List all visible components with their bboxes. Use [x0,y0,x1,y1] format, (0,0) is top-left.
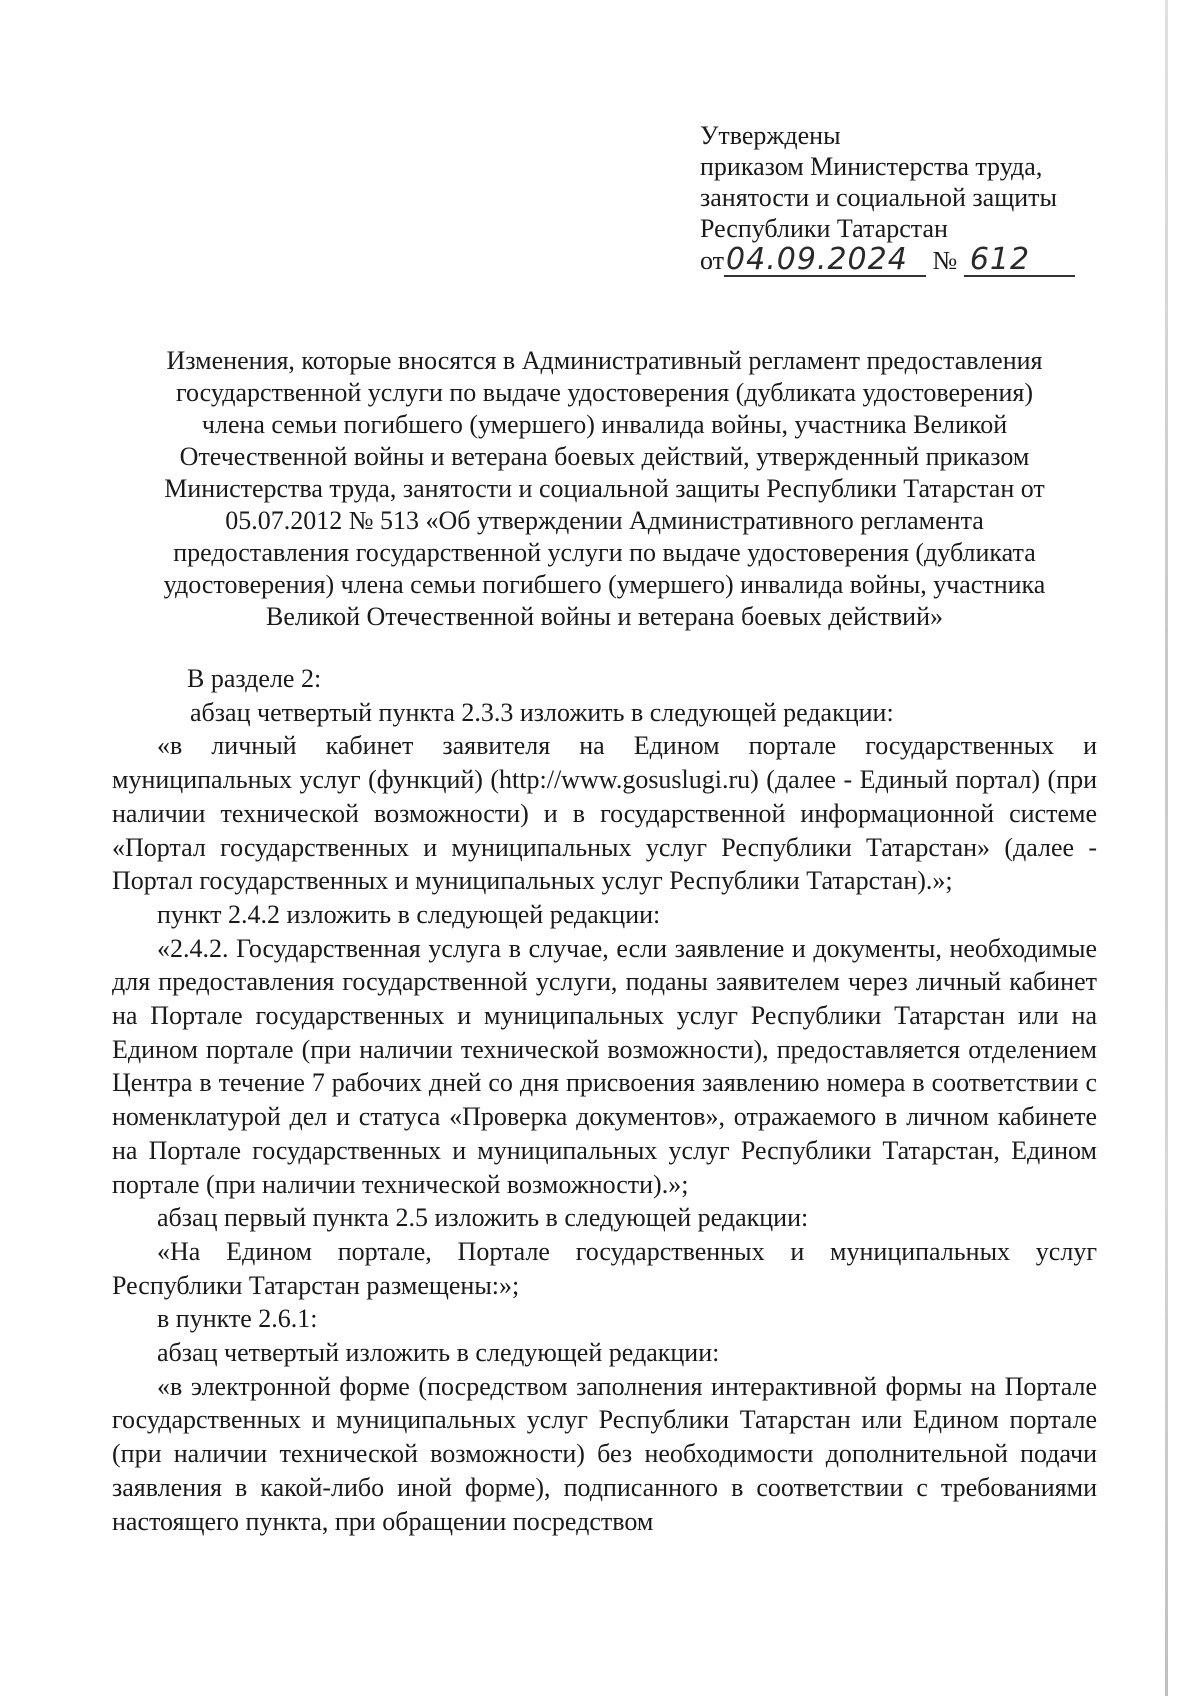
section-heading: В разделе 2: [187,664,322,693]
title-line: Великой Отечественной войны и ветерана боевых действий» [266,602,943,631]
amendment-text: «в электронной форме (посредством заполнения интерактивной формы на Портале государственных и муниципальных услуг Республики Татарстан или Едином портале (при наличии технической возможности) без необходимости дополнительной подачи заявления в какой-либо иной форме), подписанного в соответствии с требованиями настоящего пункта, при обращении посредством [112,1371,1097,1536]
title-line: Отечественной войны и ветерана боевых действий, утвержденный приказом [179,442,1030,471]
approval-line-ministry: занятости и социальной защиты [700,183,1057,212]
title-line: Изменения, которые вносятся в Административный регламент предоставления [166,346,1043,375]
title-line: члена семьи погибшего (умершего) инвалида войны, участника Великой [201,410,1008,439]
amendment-instruction: абзац четвертый изложить в следующей редакции: [157,1338,720,1368]
title-line: 05.07.2012 № 513 «Об утверждении Административного регламента [225,506,984,535]
amendment-instruction: абзац первый пункта 2.5 изложить в следующей редакции: [157,1203,809,1233]
title-line: удостоверения) члена семьи погибшего (умершего) инвалида войны, участника [163,570,1046,599]
document-body [112,662,1097,1538]
scan-edge-shadow [1165,0,1168,1696]
number-sign: № [932,246,958,275]
handwritten-number: 612 [964,244,1075,277]
approval-line-approved: Утверждены [700,121,841,150]
document-title [112,345,1097,633]
approval-date-number-line [700,244,1100,277]
title-line: Министерства труда, занятости и социальной защиты Республики Татарстан от [164,474,1045,503]
amendment-instruction: пункт 2.4.2 изложить в следующей редакции: [157,899,661,929]
handwritten-date: 04.09.2024 [724,244,926,277]
approval-line-order: приказом Министерства труда, [700,152,1043,181]
amendment-instruction: абзац четвертый пункта 2.3.3 изложить в следующей редакции: [190,697,894,727]
approval-stamp-block [700,120,1100,277]
amendment-instruction: в пункте 2.6.1: [157,1304,318,1334]
title-line: предоставления государственной услуги по выдаче удостоверения (дубликата [173,538,1036,567]
approval-line-republic: Республики Татарстан [700,214,948,243]
title-line: государственной услуги по выдаче удостоверения (дубликата удостоверения) [176,378,1033,407]
date-prefix: от [700,246,725,275]
amendment-text: «2.4.2. Государственная услуга в случае, если заявление и документы, необходимые для предоставления государственной услуги, поданы заявителем через личный кабинет на Портале государственных и муниципальных услуг Республики Татарстан или на Едином портале (при наличии технической возможности), предоставляется отделением Центра в течение 7 рабочих дней со дня присвоения заявлению номера в соответствии с номенклатурой дел и статуса «Проверка документов», отражаемого в личном кабинете на Портале государственных и муниципальных услуг Республики Татарстан, Едином портале (при наличии технической возможности).»; [112,933,1097,1199]
amendment-text: «в личный кабинет заявителя на Едином портале государственных и муниципальных услуг (функций) (http://www.gosuslugi.ru) (далее - Единый портал) (при наличии технической возможности) и в государственной информационной системе «Портал государственных и муниципальных услуг Республики Татарстан» (далее - Портал государственных и муниципальных услуг Республики Татарстан).»; [112,731,1097,896]
amendment-text: «На Едином портале, Портале государственных и муниципальных услуг Республики Татарстан размещены:»; [112,1236,1097,1300]
